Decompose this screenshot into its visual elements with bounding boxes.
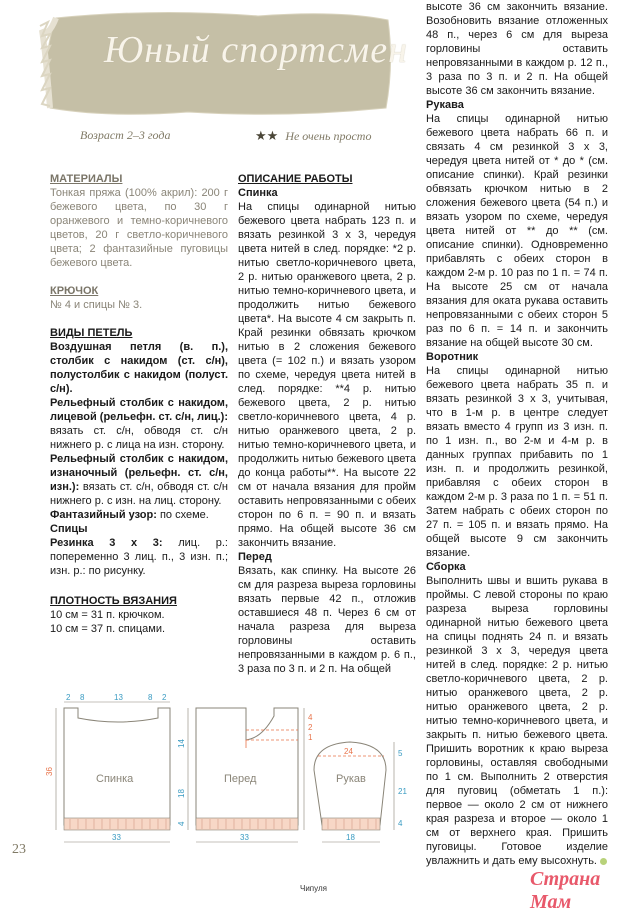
collar-heading: Воротник (426, 351, 479, 363)
front-continued: высоте 36 см закончить вязание. Возобновить вязание отложенных 48 п., через 6 см для выреза горловины оставить непровязанными в каждом р. 12 п., 3 раза по 3 п. и 2 п. На общей высоте 36 см закончить вязание. (426, 1, 608, 97)
stitch-relief-front-name: Рельефный столбик с накидом, лицевой (рельефн. ст. с/н, лиц.): (50, 397, 229, 423)
stitches-heading: ВИДЫ ПЕТЕЛЬ (50, 327, 133, 339)
rib-pattern-name: Резинка 3 х 3: (50, 537, 163, 549)
end-mark-icon (600, 858, 607, 865)
density-crochet: 10 см = 31 п. крючком. (50, 609, 165, 621)
stitch-relief-front (50, 396, 228, 452)
sleeve-label: Рукав (336, 773, 366, 785)
sleeve-heading: Рукава (426, 99, 464, 111)
difficulty-stars: ★★ (255, 128, 279, 143)
difficulty-row (255, 128, 371, 144)
diagram-front-piece (177, 708, 313, 842)
stitch-relief-front-desc: вязать ст. с/н, обводя ст. с/н нижнего р. с лица на изн. сторону. (50, 425, 228, 451)
back-text: На спицы одинарной нитью бежевого цвета набрать 123 п. и вязать резинкой 3 х 3, чередуя цвета нитей в след. порядке: *2 р. нитью светло-коричневого цвета, 2 р. нитью оранжевого цвета, 2 р. нитью темно-коричневого цвета, и продолжить нитью бежевого цвета*. На высоте 4 см закрыть п. Край резинки обвязать крючком нитью в 2 сложения бежевого цвета (= 102 п.) и вязать узором по схеме, чередуя цвета нитей в след. порядке: **4 р. нитью бежевого цвета, 2 р. нитью светло-коричневого цвета, 4 р. нитью оранжевого цвета, 2 р. нитью темно-коричневого цвета, и продолжить нитью бежевого цвета до конца работы**. На высоте 22 см от начала вязания для пройм оставить непровязанными с обеих сторон по 6 п. = 90 п. и вязать прямо. На общей высоте 36 см закончить вязание. (238, 201, 416, 549)
back-top-dim-2: 8 (80, 693, 85, 702)
front-label: Перед (224, 773, 257, 785)
back-top-dim-5: 2 (162, 693, 167, 702)
assembly-text (426, 574, 608, 868)
density-knit: 10 см = 37 п. спицами. (50, 623, 166, 635)
back-label: Спинка (96, 773, 134, 785)
hook-text: № 4 и спицы № 3. (50, 299, 143, 311)
front-side-dim-1: 14 (177, 739, 186, 748)
sleeve-height-dim-1: 5 (398, 749, 403, 758)
sleeve-top-dim: 24 (344, 747, 353, 756)
fancy-pattern-name: Фантазийный узор: (50, 509, 157, 521)
back-top-dim-3: 13 (114, 693, 123, 702)
hook-heading: КРЮЧОК (50, 285, 99, 297)
materials-heading: МАТЕРИАЛЫ (50, 173, 123, 185)
front-neck-dim-2: 2 (308, 723, 313, 732)
footer-credit: Чипуля (300, 884, 327, 893)
sleeve-height-dim-2: 21 (398, 787, 407, 796)
stitch-relief-back (50, 452, 228, 508)
back-height-dim: 36 (45, 767, 54, 776)
stitch-relief-back-name: Рельефный столбик с накидом, изнаночный (рельефн. ст. с/н, изн.): (50, 453, 228, 493)
assembly-heading: Сборка (426, 561, 466, 573)
stitch-basic: Воздушная петля (в. п.), столбик с накидом (ст. с/н), полустолбик с накидом (полуст. с/н). (50, 341, 228, 395)
page-number: 23 (12, 842, 26, 857)
rib-pattern-desc: лиц. р.: попеременно 3 лиц. п., 3 изн. п.; изн. р.: по рисунку. (50, 537, 228, 577)
assembly-text-body: Выполнить швы и вшить рукава в проймы. С левой стороны по краю разреза выреза горловины одинарной нитью бежевого цвета на спицы поднять 24 п. и вязать резинкой 3 х 3, чередуя цвета нитей в след. порядке: 2 р. нитью светло-коричневого цвета, 2 р. нитью оранжевого цвета, 2 р. нитью оранжевого цвета, 2 р. нитью темно-коричневого цвета, и закрыть п. нитью бежевого цвета. Пришить воротник к краю выреза горловины, оставляя свободными по 1 см. Выполнить 2 отверстия для пуговиц (обметать 1 п.): первое — около 2 см от нижнего края разреза и второе — около 1 см от верхнего края. Пришить пуговицы. Готовое изделие увлажнить и дать ему высохнуть. (426, 575, 608, 867)
collar-text: На спицы одинарной нитью бежевого цвета набрать 35 п. и вязать резинкой 3 х 3, учитывая, что в 1-м р. в центре следует вязать вместо 4 групп из 3 изн. п. по 1 изн. п., во 2-м и 4-м р. в данных группах прибавить по 1 изн. п. и продолжить резинкой, прибавляя с обеих сторон в каждом 2-м р. 3 раза по 1 п. = 51 п. Затем набрать с обеих сторон по 27 п. = 105 п. и вязать прямо. На общей высоте 9 см закончить вязание. (426, 365, 608, 559)
sleeve-width-dim: 18 (346, 833, 355, 842)
fancy-pattern-desc: по схеме. (156, 509, 209, 521)
pattern-diagram (0, 690, 424, 865)
instructions-column (426, 0, 608, 868)
front-text: Вязать, как спинку. На высоте 26 см для разреза выреза горловины вязать первые 42 п., отложив оставшиеся 48 п. Через 6 см от начала разреза для выреза горловины оставить непровязанными в каждом р. 6 п., 3 раза по 3 п. и 2 п. На общей (238, 565, 416, 675)
sleeve-height-dim-3: 4 (398, 819, 403, 828)
work-column (238, 172, 416, 676)
diagram-sleeve-piece (314, 742, 407, 842)
diagram-back-piece (45, 693, 170, 842)
fancy-pattern (50, 508, 228, 522)
back-heading: Спинка (238, 187, 278, 199)
page-title: Юный спортсмен (104, 29, 408, 71)
needles-heading: Спицы (50, 523, 88, 535)
stitch-relief-back-desc: вязать ст. с/н, обводя ст. с/н нижнего р. с изн. на лиц. сторону. (50, 481, 228, 507)
materials-column (50, 172, 228, 636)
front-side-dim-2: 18 (177, 789, 186, 798)
age-label: Возраст 2–3 года (80, 128, 171, 142)
density-heading: ПЛОТНОСТЬ ВЯЗАНИЯ (50, 595, 177, 607)
work-heading: ОПИСАНИЕ РАБОТЫ (238, 173, 353, 185)
materials-text: Тонкая пряжа (100% акрил): 200 г бежевого цвета, по 30 г оранжевого и темно-коричневого цветов, 20 г светло-коричневого цвета; 2 фантазийные пуговицы бежевого цвета. (50, 187, 228, 269)
back-top-dim-4: 8 (148, 693, 153, 702)
sleeve-text: На спицы одинарной нитью бежевого цвета набрать 66 п. и связать 4 см резинкой 3 х 3, чередуя цвета нитей от * до * (см. описание спинки). Край резинки обвязать крючком нитью в 2 сложения бежевого цвета (54 п.) и вязать узором по схеме, чередуя цвета нитей от ** до ** (см. описание спинки). Одновременно прибавлять с обеих сторон в каждом 2-м р. 10 раз по 1 п. = 74 п. На высоте 25 см от начала вязания для оката рукава оставить непровязанными с обеих сторон 5 раз по 6 п. = 14 п. и закончить вязание на общей высоте 30 см. (426, 113, 608, 349)
front-width-dim: 33 (240, 833, 249, 842)
front-neck-dim-3: 1 (308, 733, 313, 742)
back-width-dim: 33 (112, 833, 121, 842)
brand-watermark: Страна Мам (530, 868, 601, 913)
back-top-dim-1: 2 (66, 693, 71, 702)
difficulty-label: Не очень просто (285, 129, 372, 143)
front-heading: Перед (238, 551, 272, 563)
rib-pattern (50, 536, 228, 578)
front-side-dim-3: 4 (177, 821, 186, 826)
front-neck-dim-1: 4 (308, 713, 313, 722)
